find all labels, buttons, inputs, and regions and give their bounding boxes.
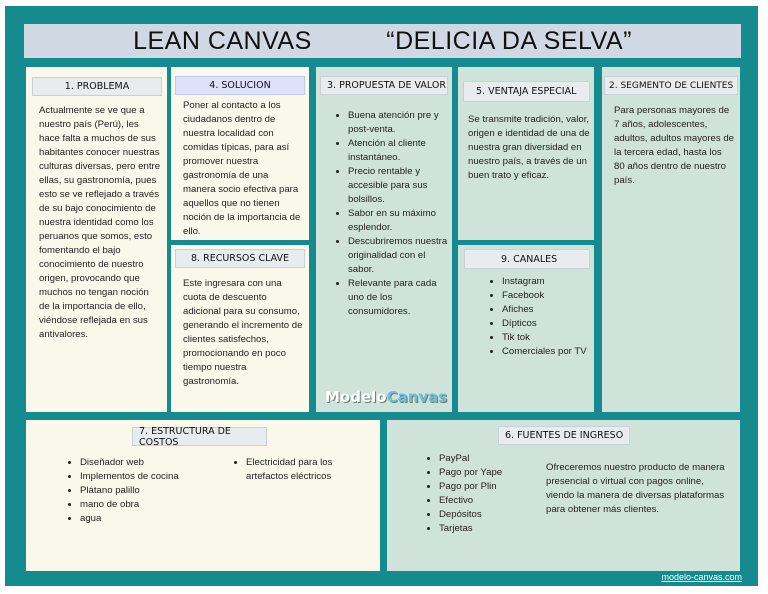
ventaja-header: 5. VENTAJA ESPECIAL xyxy=(463,81,590,102)
ventaja-text: Se transmite tradición, valor, origen e identidad de una de nuestra gran diversidad en nuestro país, a través de un buen trato y eficaz. xyxy=(468,114,590,181)
solucion-box xyxy=(171,67,309,240)
segmento-box xyxy=(602,67,740,412)
ingreso-item: • Efectivo xyxy=(439,494,541,508)
ingreso-item: • Tarjetas xyxy=(439,522,541,536)
propuesta-box xyxy=(316,67,452,412)
ingreso-item: • Pago por Yape xyxy=(439,466,541,480)
segmento-header: 2. SEGMENTO DE CLIENTES xyxy=(604,76,738,95)
propuesta-item: • Relevante para cada uno de los consumidores. xyxy=(348,277,448,319)
canal-item: • Comerciales por TV xyxy=(502,345,590,359)
logo-part2: Canvas xyxy=(386,388,448,406)
costos-list-right xyxy=(228,456,368,484)
problema-box xyxy=(26,67,167,412)
costo-item: • agua xyxy=(80,512,222,526)
canal-item: • Facebook xyxy=(502,289,590,303)
ingreso-item: • Depósitos xyxy=(439,508,541,522)
costo-item: • Implementos de cocina xyxy=(80,470,222,484)
costo-item: • Plátano palillo xyxy=(80,484,222,498)
page-title: LEAN CANVAS “DELICIA DA SELVA” xyxy=(133,26,632,55)
canales-list xyxy=(484,275,590,359)
costos-box xyxy=(26,420,380,571)
segmento-text: Para personas mayores de 7 años, adolescentes, adultos, adultos mayores de la tercera edad, hasta los 80 años dentro de nuestro país. xyxy=(614,105,734,186)
canales-box xyxy=(458,245,594,412)
costos-header: 7. ESTRUCTURA DE COSTOS xyxy=(132,427,267,446)
footer-link[interactable]: modelo-canvas.com xyxy=(661,572,742,582)
modelo-canvas-logo xyxy=(325,388,447,406)
canal-item: • Dípticos xyxy=(502,317,590,331)
propuesta-item: • Atención al cliente instantáneo. xyxy=(348,137,448,165)
solucion-header: 4. SOLUCION xyxy=(175,76,305,95)
ventaja-box xyxy=(458,67,594,240)
ingreso-item: • Pago por Plin xyxy=(439,480,541,494)
logo-part1: Modelo xyxy=(325,388,387,406)
canales-header: 9. CANALES xyxy=(464,249,590,269)
canal-item: • Afiches xyxy=(502,303,590,317)
problema-header: 1. PROBLEMA xyxy=(32,77,162,96)
propuesta-item: • Sabor en su máximo esplendor. xyxy=(348,207,448,235)
ingresos-list xyxy=(421,452,541,536)
costos-list-left xyxy=(62,456,222,526)
costo-item: • mano de obra xyxy=(80,498,222,512)
propuesta-item: • Descubriremos nuestra originalidad con el sabor. xyxy=(348,235,448,277)
ingresos-header: 6. FUENTES DE INGRESO xyxy=(498,426,630,445)
solucion-text: Poner al contacto a los ciudadanos dentro de nuestra localidad con comidas típicas, para así promover nuestra gastronomía de una manera socio efectiva para aquellos que no tienen noción de la importancia de ello. xyxy=(183,100,301,237)
propuesta-item: • Precio rentable y accesible para sus bolsillos. xyxy=(348,165,448,207)
ingreso-item: • PayPal xyxy=(439,452,541,466)
costo-item: • Electricidad para los artefactos eléctricos xyxy=(246,456,368,484)
canal-item: • Tik tok xyxy=(502,331,590,345)
ingresos-box xyxy=(387,420,740,571)
canal-item: • Instagram xyxy=(502,275,590,289)
costo-item: • Diseñador web xyxy=(80,456,222,470)
recursos-text: Este ingresara con una cuota de descuento adicional para su consumo, generando el incremento de clientes satisfechos, promocionando en poco tiempo nuestra gastronomía. xyxy=(183,278,303,387)
title-bar xyxy=(24,24,741,58)
propuesta-header: 3. PROPUESTA DE VALOR xyxy=(320,76,448,95)
propuesta-item: • Buena atención pre y post-venta. xyxy=(348,109,448,137)
ingresos-text: Ofreceremos nuestro producto de manera presencial o virtual con pagos online, viendo la manera de diversas plataformas para obtener más clientes. xyxy=(546,462,725,515)
problema-text: Actualmente se ve que a nuestro país (Perú), les hace falta a muchos de sus habitantes conocer nuestras culturas diversas, pero entre ellas, su gastronomía, pues esto se ve reflejado a través de su bajo conocimiento de nuestra identidad como los peruanos que somos, esto fomentando el bajo conocimiento de nuestro origen, provocando que muchos no tengan noción de la importancia de ello, viéndose reflejada en sus antivalores. xyxy=(39,105,161,340)
propuesta-list xyxy=(330,109,448,319)
recursos-header: 8. RECURSOS CLAVE xyxy=(175,249,305,268)
recursos-box xyxy=(171,245,309,412)
